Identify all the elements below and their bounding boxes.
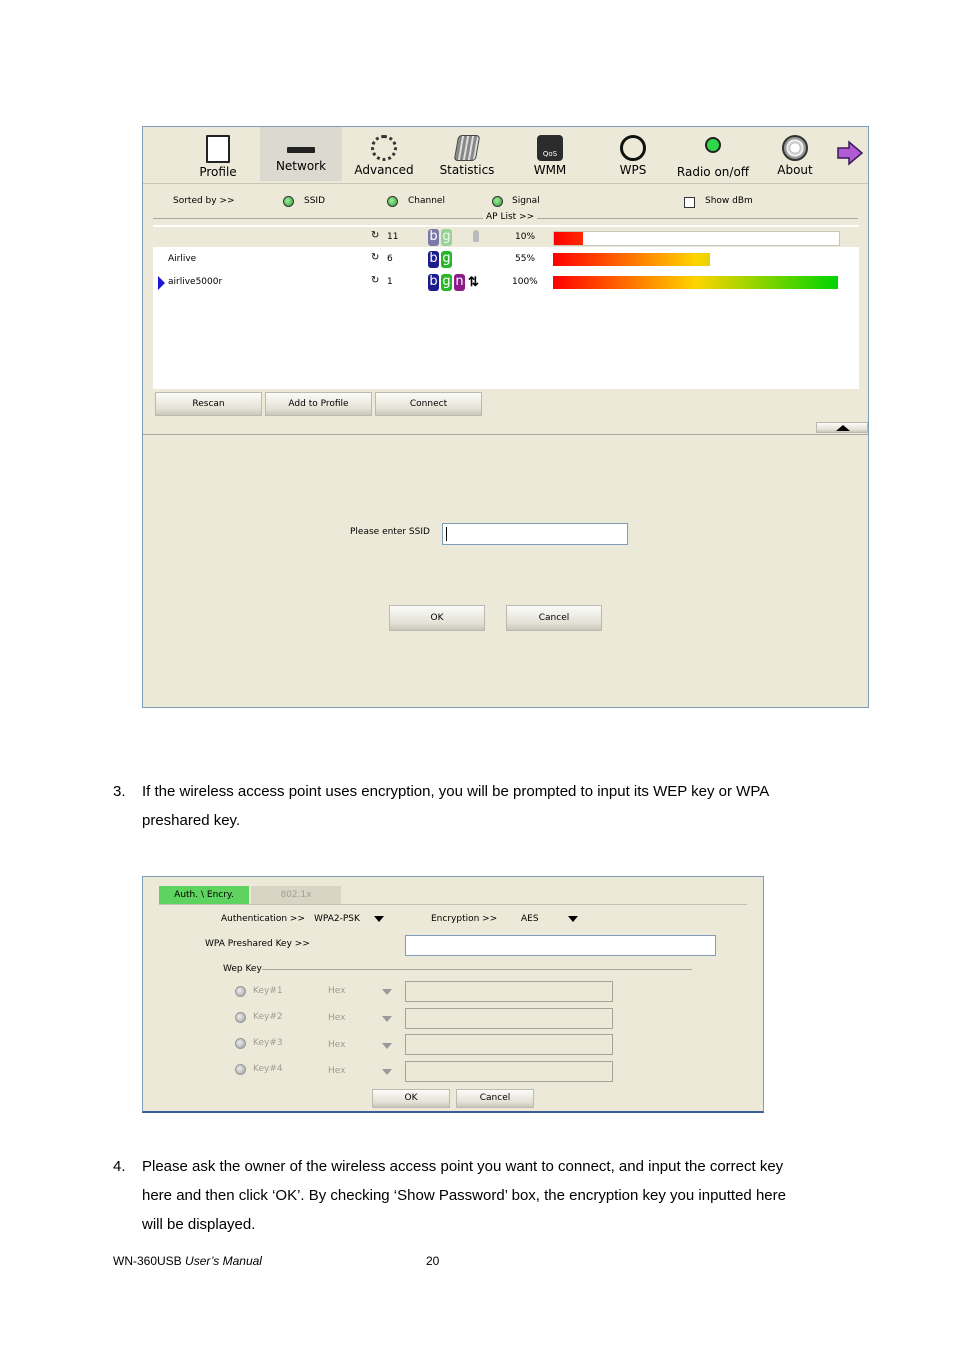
ssid-cancel-button[interactable]: Cancel — [506, 605, 602, 631]
ssid-sort-label: SSID — [304, 196, 326, 206]
network-window — [142, 126, 869, 708]
key2-input[interactable] — [405, 1008, 613, 1029]
toolbar-statistics[interactable] — [426, 127, 508, 181]
key3-format[interactable]: Hex — [328, 1040, 346, 1050]
key3-input[interactable] — [405, 1034, 613, 1055]
toolbar-label: Network — [275, 159, 327, 173]
encryption-label: Encryption >> — [431, 914, 498, 924]
signal-bar-track — [553, 231, 840, 246]
toolbar-wmm[interactable] — [509, 127, 591, 181]
ssid-input[interactable] — [442, 523, 628, 545]
wps-icon — [620, 135, 646, 161]
toolbar-profile[interactable] — [177, 127, 259, 181]
key4-input[interactable] — [405, 1061, 613, 1082]
encryption-dropdown-icon[interactable] — [568, 916, 578, 922]
ap-channel: 6 — [387, 254, 393, 264]
toolbar-label: WMM — [533, 163, 567, 177]
tab-divider — [159, 904, 747, 905]
ap-signal-text: 100% — [512, 277, 538, 287]
channel-icon: ↻ — [371, 230, 380, 241]
toolbar-radio[interactable] — [670, 127, 756, 181]
ap-channel: 11 — [387, 232, 399, 242]
wpa-key-label: WPA Preshared Key >> — [205, 939, 310, 949]
key2-radio[interactable] — [235, 1012, 246, 1023]
channel-radio[interactable] — [387, 196, 398, 207]
footer-manual: User’s Manual — [185, 1254, 262, 1268]
signal-bar-fill — [553, 276, 838, 289]
key3-label: Key#3 — [253, 1038, 283, 1048]
toolbar-network[interactable] — [260, 127, 342, 181]
key3-format-dropdown-icon[interactable] — [382, 1043, 392, 1049]
toolbar-label: Statistics — [439, 163, 495, 177]
security-ok-button[interactable]: OK — [372, 1089, 450, 1108]
mode-g-icon: g — [442, 274, 451, 289]
key3-radio[interactable] — [235, 1038, 246, 1049]
signal-bar-fill — [554, 232, 583, 245]
key4-format-dropdown-icon[interactable] — [382, 1069, 392, 1075]
signal-bar-fill — [553, 253, 710, 266]
key4-radio[interactable] — [235, 1064, 246, 1075]
page-number: 20 — [426, 1254, 440, 1268]
key1-format[interactable]: Hex — [328, 986, 346, 996]
footer-product: WN-360USB — [113, 1254, 182, 1268]
step3-line1: If the wireless access point uses encryption, you will be prompted to input its WEP key or WPA — [142, 783, 770, 800]
wpa-key-input[interactable] — [405, 935, 716, 956]
statistics-icon — [454, 135, 481, 161]
selected-row-icon — [158, 276, 165, 290]
ap-ssid: Airlive — [168, 254, 197, 264]
show-dbm-checkbox[interactable] — [684, 197, 695, 208]
toolbar-about[interactable] — [756, 127, 834, 181]
authentication-dropdown-icon[interactable] — [374, 916, 384, 922]
mode-g-icon: g — [442, 251, 451, 266]
ap-list-label: AP List >> — [483, 212, 537, 222]
ap-list — [153, 225, 859, 389]
wps-support-icon: ⇅ — [468, 274, 479, 289]
encryption-value[interactable]: AES — [521, 914, 539, 924]
mode-badges — [428, 251, 488, 268]
mode-b-icon: b — [429, 251, 438, 266]
signal-radio[interactable] — [492, 196, 503, 207]
toolbar — [143, 127, 868, 184]
channel-icon: ↻ — [371, 252, 380, 263]
toolbar-label: Advanced — [354, 163, 414, 177]
step4-line1: Please ask the owner of the wireless access point you want to connect, and input the correct key — [142, 1158, 784, 1175]
channel-sort-label: Channel — [408, 196, 445, 206]
step4-line3: will be displayed. — [142, 1216, 256, 1233]
step3-number: 3. — [113, 783, 126, 800]
step3-line2: preshared key. — [142, 812, 241, 829]
ap-signal-text: 55% — [515, 254, 536, 264]
ap-row[interactable] — [153, 227, 859, 247]
key1-radio[interactable] — [235, 986, 246, 997]
profile-icon — [206, 135, 230, 163]
key4-format[interactable]: Hex — [328, 1066, 346, 1076]
mode-badges — [428, 229, 488, 246]
advanced-icon — [371, 135, 397, 161]
step4-number: 4. — [113, 1158, 126, 1175]
ssid-radio[interactable] — [283, 196, 294, 207]
ap-ssid: airlive5000r — [168, 277, 223, 287]
wep-key-group-label: Wep Key — [223, 964, 262, 974]
collapse-button[interactable] — [816, 422, 868, 433]
tab-8021x[interactable]: 802.1x — [251, 886, 341, 904]
mode-badges — [428, 274, 488, 291]
signal-bar-track — [553, 253, 838, 266]
wep-key-group-divider — [262, 969, 692, 970]
toolbar-wps[interactable] — [592, 127, 674, 181]
show-dbm-label: Show dBm — [705, 196, 753, 206]
authentication-value[interactable]: WPA2-PSK — [314, 914, 360, 924]
chevron-up-icon — [836, 425, 850, 431]
toolbar-advanced[interactable] — [343, 127, 425, 181]
signal-bar-track — [553, 276, 838, 289]
ssid-ok-button[interactable]: OK — [389, 605, 485, 631]
toolbar-label: WPS — [619, 163, 647, 177]
authentication-label: Authentication >> — [221, 914, 306, 924]
network-icon — [287, 147, 315, 153]
sorted-by-label: Sorted by >> — [173, 196, 235, 206]
section-divider — [143, 434, 868, 435]
rescan-button[interactable]: Rescan — [155, 392, 262, 416]
lock-icon — [473, 230, 479, 242]
security-window — [142, 876, 764, 1113]
mode-g-icon: g — [442, 229, 451, 244]
channel-icon: ↻ — [371, 275, 380, 286]
security-cancel-button[interactable]: Cancel — [456, 1089, 534, 1108]
mode-n-icon: n — [455, 274, 464, 289]
enter-ssid-label: Please enter SSID — [350, 527, 430, 537]
step4-line2: here and then click ‘OK’. By checking ‘Show Password’ box, the encryption key you inputted here — [142, 1187, 786, 1204]
ap-row[interactable] — [153, 249, 859, 269]
tab-auth-encry[interactable]: Auth. \ Encry. — [159, 886, 249, 904]
toolbar-label: Profile — [199, 165, 237, 179]
mode-b-icon: b — [429, 274, 438, 289]
key1-input[interactable] — [405, 981, 613, 1002]
key1-label: Key#1 — [253, 986, 283, 996]
add-to-profile-button[interactable]: Add to Profile — [265, 392, 372, 416]
mode-b-icon: b — [429, 229, 438, 244]
key2-label: Key#2 — [253, 1012, 283, 1022]
toolbar-label: About — [777, 163, 813, 177]
text-cursor — [446, 527, 447, 541]
radio-icon — [705, 137, 721, 153]
signal-sort-label: Signal — [512, 196, 540, 206]
connect-button[interactable]: Connect — [375, 392, 482, 416]
about-icon — [782, 135, 808, 161]
key1-format-dropdown-icon[interactable] — [382, 989, 392, 995]
ap-row[interactable] — [153, 272, 859, 292]
key4-label: Key#4 — [253, 1064, 283, 1074]
next-arrow-icon[interactable] — [836, 139, 864, 167]
toolbar-label: Radio on/off — [676, 165, 750, 179]
key2-format[interactable]: Hex — [328, 1013, 346, 1023]
ap-signal-text: 10% — [515, 232, 536, 242]
page-footer — [113, 1254, 262, 1268]
ap-channel: 1 — [387, 277, 393, 287]
wmm-icon: QoS — [537, 135, 563, 161]
key2-format-dropdown-icon[interactable] — [382, 1016, 392, 1022]
